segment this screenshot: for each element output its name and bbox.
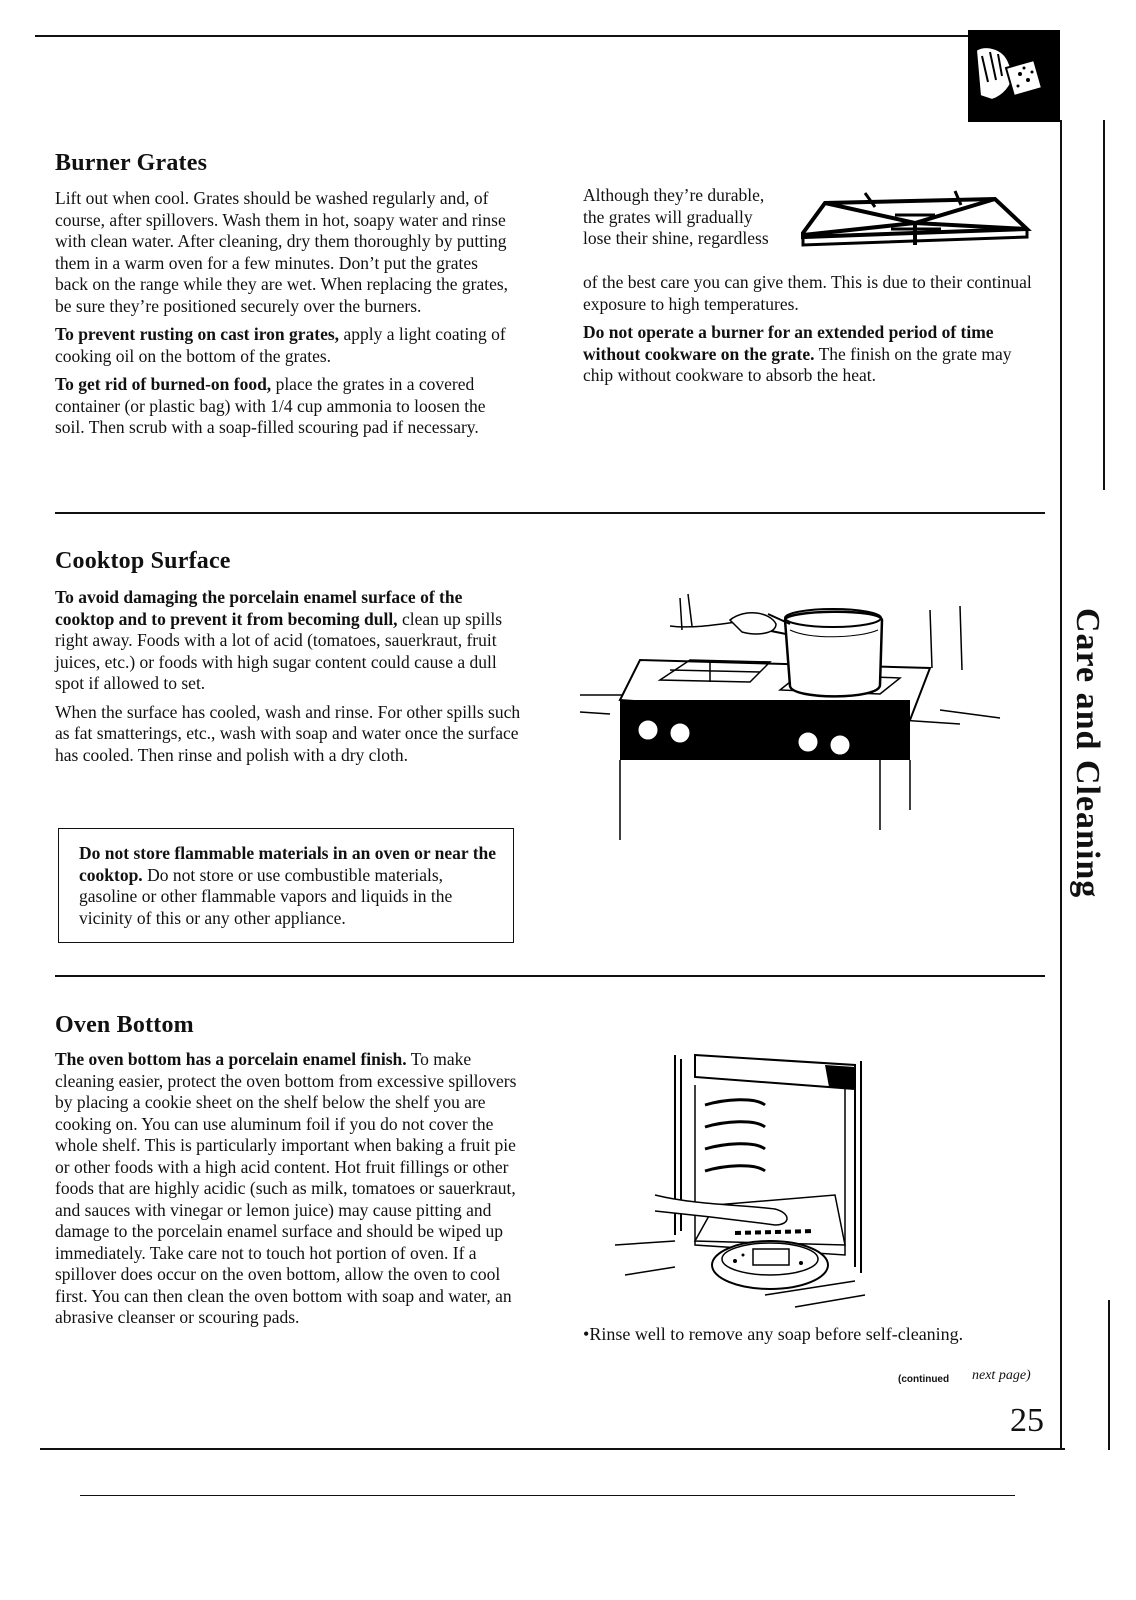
page-number: 25 — [1010, 1402, 1044, 1439]
right-edge-mark-top — [1103, 120, 1105, 490]
right-border-line — [1060, 120, 1062, 1450]
right-edge-mark-bottom — [1108, 1300, 1110, 1450]
top-rule — [35, 35, 1035, 37]
rust-warning-text: apply a light coating of cooking oil on the bottom of the grates. — [55, 324, 506, 366]
no-cookware-warning-text: The finish on the grate may chip without cookware to absorb the heat. — [583, 343, 1012, 385]
cooktop-paragraph-2: When the surface has cooled, wash and rinse. For other spills such as fat smatterings, etc., wash with soap and water once the surface has cooled. Then rinse and polish with a dry cloth. — [55, 701, 521, 765]
oven-bottom-instructions: To make cleaning easier, protect the oven bottom from excessive spillovers by placing a cookie sheet on the shelf below the shelf you are cooking on. You can use aluminum foil if you do not cover the whole shelf. This is particularly important when baking a fruit pie or other foods with a high acid content. Hot fruit fillings or other foods that are highly acidic (such as milk, tomatoes or sauerkraut, and sauces with vinegar or lemon juice) may cause pitting and damage to the porcelain enamel surface and should be wiped up immediately. Take care not to touch hot portion of oven. If a spillover does occur on the oven bottom, allow the oven to cool first. You can then clean the oven bottom with soap and water, an abrasive cleanser or scouring pads. — [55, 1049, 517, 1327]
section-divider-1 — [55, 512, 1045, 514]
oven-bottom-bullet — [583, 1324, 1053, 1346]
burner-grates-right-lead: Although they’re durable, the grates will gradually lose their shine, regardless — [583, 185, 769, 248]
flammable-materials-warning-box — [58, 828, 514, 943]
cooktop-surface-title: Cooktop Surface — [55, 548, 231, 574]
hand-sponge-icon — [968, 30, 1060, 122]
oven-bottom-title: Oven Bottom — [55, 1012, 194, 1038]
cooktop-surface-column — [55, 587, 525, 773]
oven-bottom-finish-bold: The oven bottom has a porcelain enamel finish. — [55, 1049, 407, 1069]
burner-grates-paragraph-3 — [55, 374, 510, 439]
rinse-instruction: Rinse well to remove any soap before self-cleaning. — [589, 1324, 964, 1344]
section-divider-2 — [55, 975, 1045, 977]
section-side-tab: Care and Cleaning — [1069, 608, 1106, 899]
burner-grates-left-column — [55, 188, 510, 446]
burner-grates-right-column — [583, 272, 1043, 394]
bullet-dot-icon: • — [583, 1324, 590, 1344]
flammable-warning-bold: Do not store flammable materials in an oven or near the cooktop. — [79, 843, 497, 885]
no-cookware-warning-bold: Do not operate a burner for an extended period of time without cookware on the grate. — [583, 322, 994, 364]
burner-grates-paragraph-1: Lift out when cool. Grates should be washed regularly and, of course, after spillovers. Wash them in hot, soapy water and rinse with clean water. After cleaning, dry them thoroughly by putting them in a warm oven for a few minutes. Don’t put the grates back on the range while they are wet. When replacing the grates, be sure they’re positioned securely over the burners. — [55, 188, 509, 316]
next-page-label: next page) — [972, 1368, 1031, 1383]
cooktop-with-pot-illustration — [580, 590, 1000, 840]
flammable-warning-text: Do not store or use combustible materials, gasoline or other flammable vapors and liquids in the vicinity of this or any other appliance. — [79, 864, 453, 928]
rust-warning-bold: To prevent rusting on cast iron grates, — [55, 324, 340, 344]
burner-grates-right-paragraph-2 — [583, 322, 1043, 387]
continued-label: (continued — [898, 1374, 950, 1385]
cooktop-paragraph-1 — [55, 587, 525, 695]
burned-food-bold: To get rid of burned-on food, — [55, 374, 272, 394]
oven-interior-illustration — [615, 1045, 915, 1315]
oven-bottom-paragraph — [55, 1049, 525, 1329]
burner-grate-illustration — [795, 185, 1035, 255]
footer-rule — [80, 1495, 1015, 1496]
burner-grates-paragraph-2 — [55, 324, 510, 367]
bottom-rule — [40, 1448, 1065, 1450]
burned-food-text: place the grates in a covered container (or plastic bag) with 1/4 cup ammonia to loosen the soil. Then scrub with a soap-filled scouring pad if necessary. — [55, 374, 486, 437]
cooktop-warning-bold: To avoid damaging the porcelain enamel surface of the cooktop and to prevent it from becoming dull, — [55, 587, 463, 629]
burner-grates-right-paragraph-1: of the best care you can give them. This is due to their continual exposure to high temperatures. — [583, 272, 1032, 314]
burner-grates-title: Burner Grates — [55, 150, 208, 176]
oven-bottom-column — [55, 1049, 525, 1336]
cooktop-warning-text: clean up spills right away. Foods with a lot of acid (tomatoes, sauerkraut, fruit juices, etc.) or foods with high sugar content could cause a dull spot if allowed to set. — [55, 608, 503, 693]
